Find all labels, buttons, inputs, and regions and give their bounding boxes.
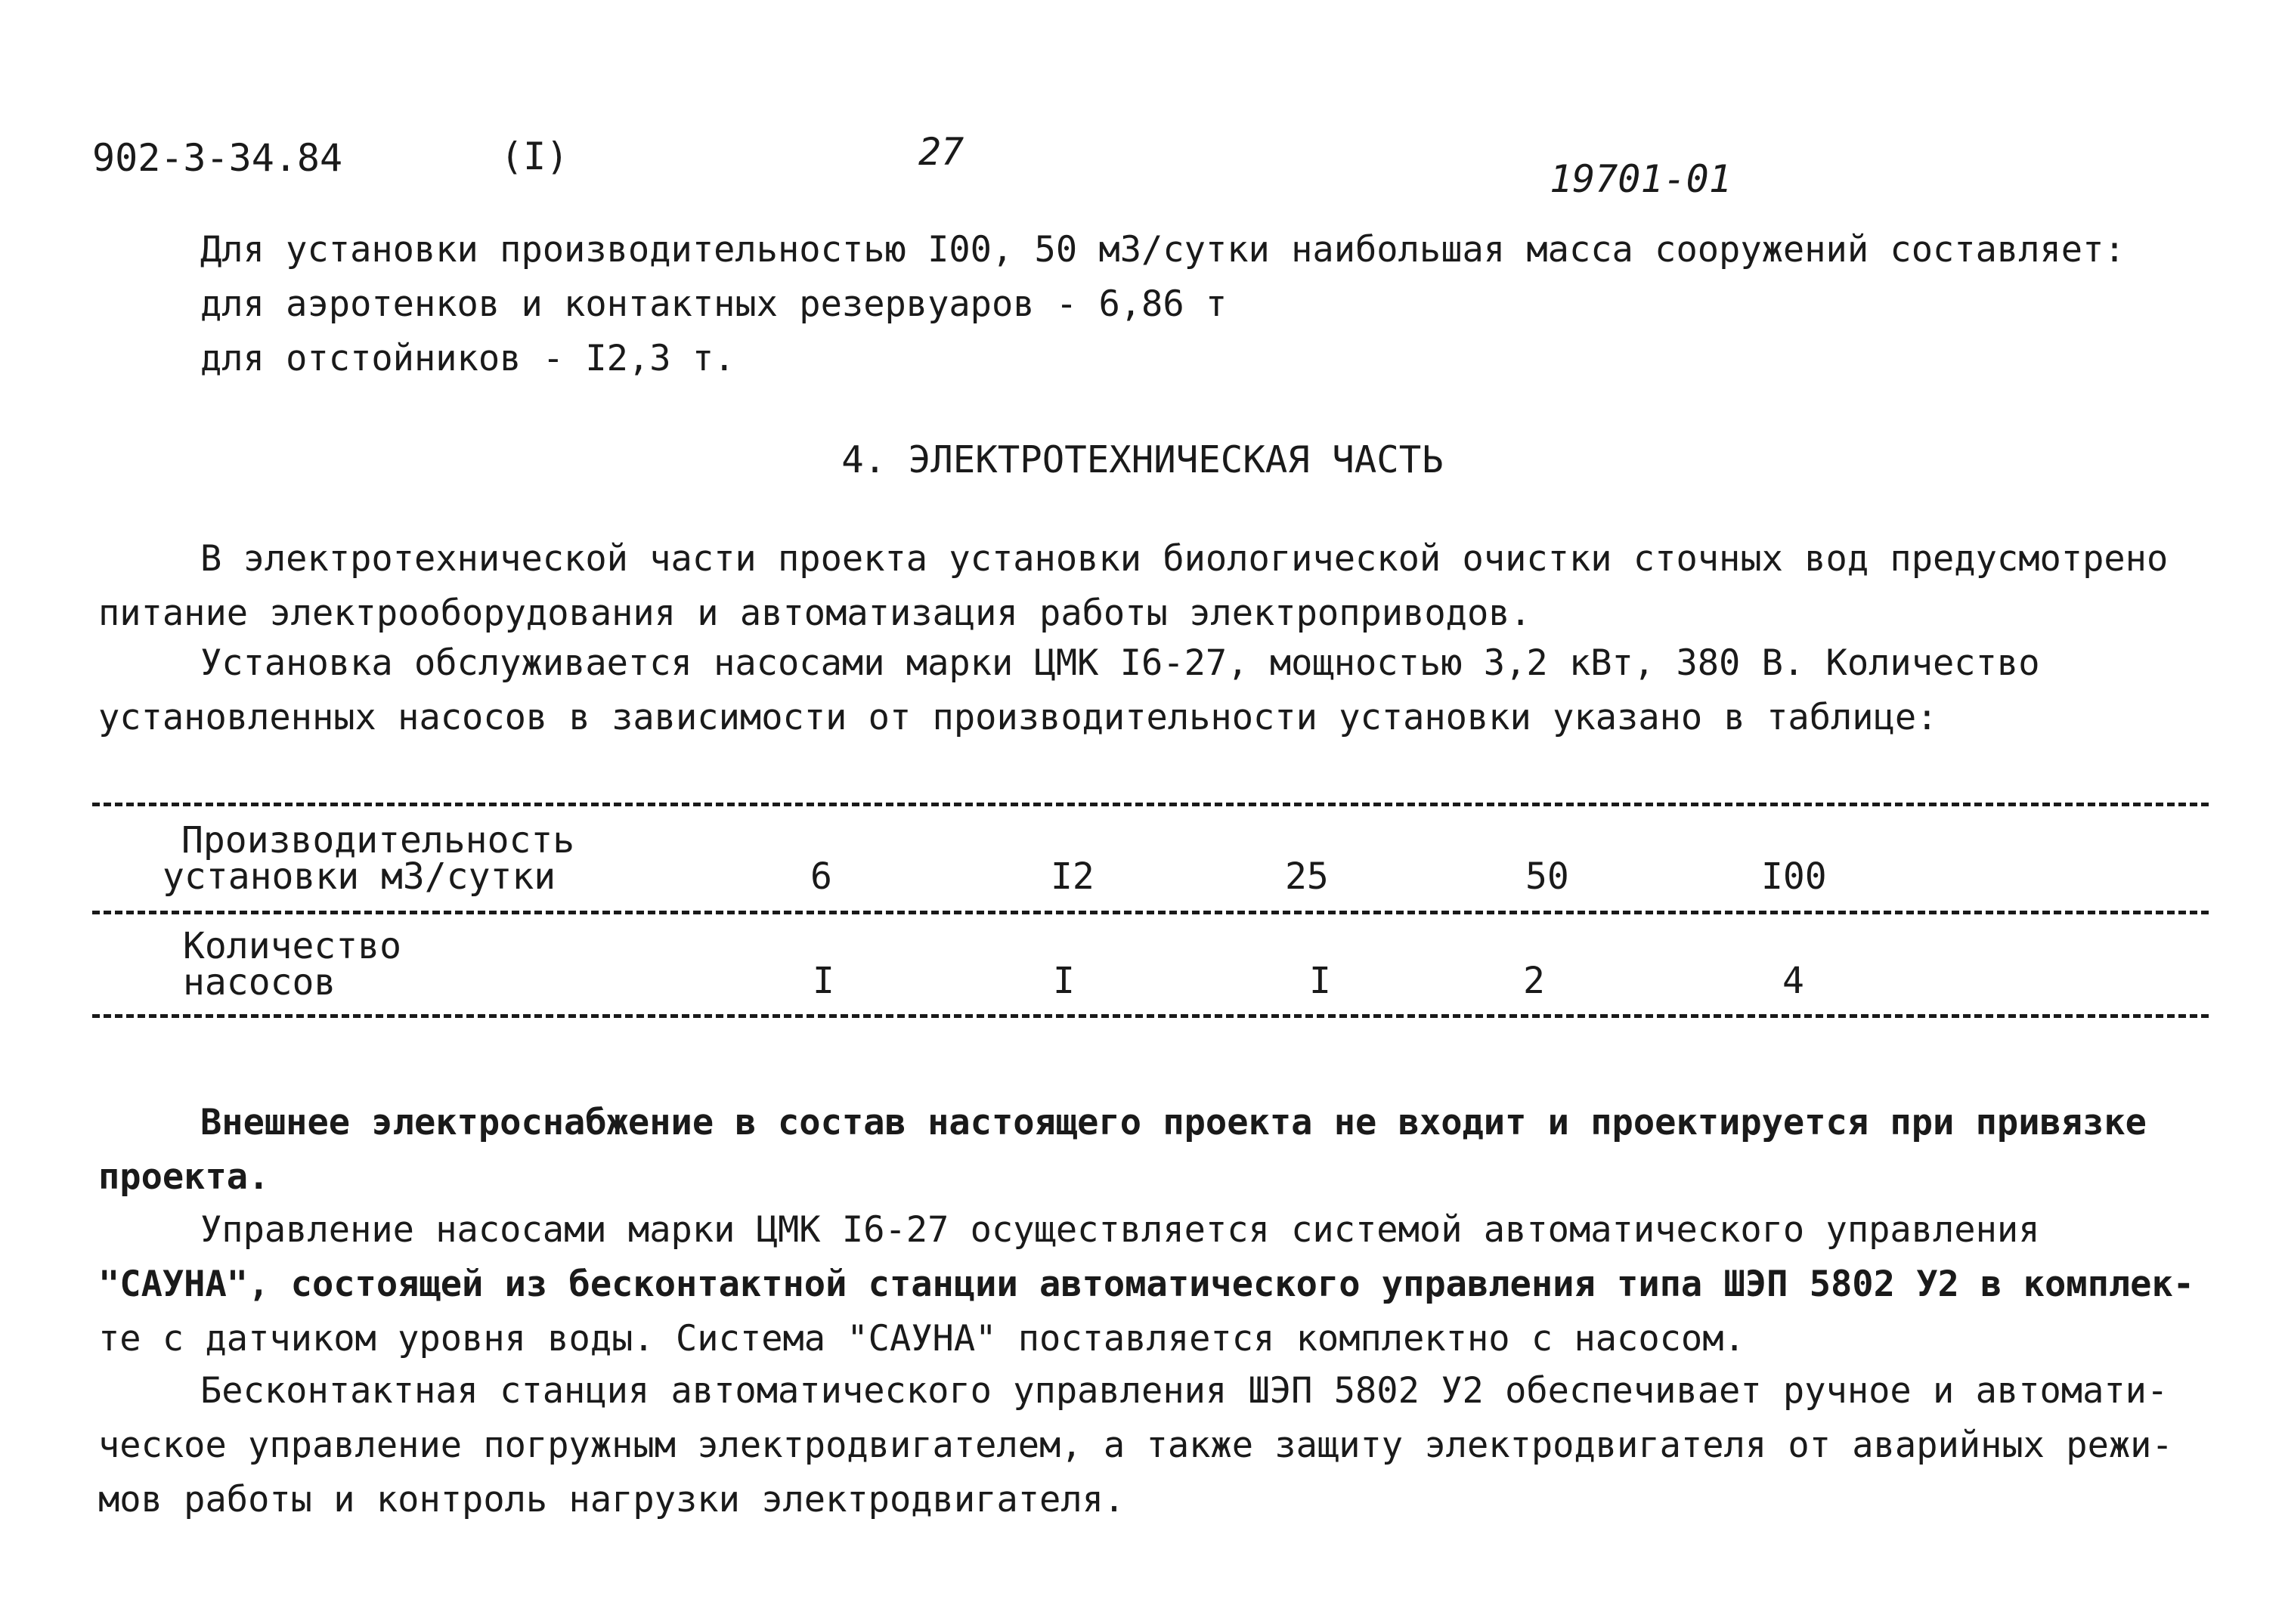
capacity-value: I00 — [1761, 855, 1827, 898]
document-code: 902-3-34.84 — [92, 136, 343, 180]
para2-line-1: Установка обслуживается насосами марки ЦМК I6-27, мощностью 3,2 кВт, 380 В. Количество — [200, 642, 2040, 684]
para2-line-2: установленных насосов в зависимости от производительности установки указано в таблице: — [98, 697, 1938, 738]
capacity-value: 25 — [1285, 855, 1329, 898]
para4-line-3: те с датчиком уровня воды. Система "САУНА" поставляется комплектно с насосом. — [98, 1318, 1745, 1360]
para5-line-1: Бесконтактная станция автоматического управления ШЭП 5802 У2 обеспечивает ручное и автомати- — [200, 1370, 2169, 1412]
para5-line-3: мов работы и контроль нагрузки электродвигателя. — [98, 1479, 1125, 1520]
table-rule-top — [92, 803, 2209, 806]
intro-line-1: Для установки производительностью I00, 50 м3/сутки наибольшая масса сооружений составляет: — [200, 229, 2126, 271]
capacity-value: 6 — [810, 855, 832, 898]
row-pumps-label-line-2: насосов — [183, 961, 336, 1004]
row-capacity-label-line-2: установки м3/сутки — [163, 855, 556, 898]
para1-line-2: питание электрооборудования и автоматизация работы электроприводов. — [98, 592, 1531, 634]
capacity-value: 50 — [1525, 855, 1569, 898]
paragraph-external-supply — [98, 1096, 2215, 1205]
pump-count-value: 2 — [1523, 960, 1545, 1002]
para4-line-1: Управление насосами марки ЦМК I6-27 осуществляется системой автоматического управления — [200, 1209, 2040, 1251]
pump-count-value: I — [813, 960, 834, 1002]
para4-line-2: "САУНА", состоящей из бесконтактной станции автоматического управления типа ШЭП 5802 У2 в комплек- — [98, 1264, 2195, 1305]
paragraph-station-functions — [98, 1364, 2215, 1527]
para3-line-1: Внешнее электроснабжение в состав настоящего проекта не входит и проектируется при привязке — [200, 1102, 2147, 1143]
table-rule-bottom — [92, 1014, 2209, 1018]
pump-count-value: I — [1053, 960, 1075, 1002]
para3-line-2: проекта. — [98, 1156, 270, 1198]
para5-line-2: ческое управление погружным электродвигателем, а также защиту электродвигателя от аварийных режи- — [98, 1424, 2173, 1466]
album-number: 19701-01 — [1550, 157, 1732, 201]
row-pumps-label-line-1: Количество — [183, 925, 401, 967]
row-pumps-label — [183, 925, 401, 1004]
intro-line-3: для отстойников - I2,3 т. — [200, 338, 735, 379]
pump-count-value: 4 — [1782, 960, 1804, 1002]
table-rule-middle — [92, 911, 2209, 914]
paragraph-pumps — [98, 636, 2215, 745]
section-title: 4. ЭЛЕКТРОТЕХНИЧЕСКАЯ ЧАСТЬ — [841, 438, 1444, 481]
paragraph-electrical-scope — [98, 532, 2215, 641]
pump-count-value: I — [1309, 960, 1331, 1002]
row-capacity-label — [163, 819, 575, 898]
intro-paragraph — [200, 223, 2285, 386]
sheet-marker: (I) — [500, 135, 569, 178]
page-number: 27 — [918, 130, 964, 174]
row-capacity-label-line-1: Производительность — [181, 819, 575, 861]
capacity-value: I2 — [1051, 855, 1095, 898]
para1-line-1: В электротехнической части проекта установки биологической очистки сточных вод предусмотрено — [200, 538, 2169, 580]
paragraph-pump-control — [98, 1203, 2215, 1366]
intro-line-2: для аэротенков и контактных резервуаров - 6,86 т — [200, 283, 1228, 325]
